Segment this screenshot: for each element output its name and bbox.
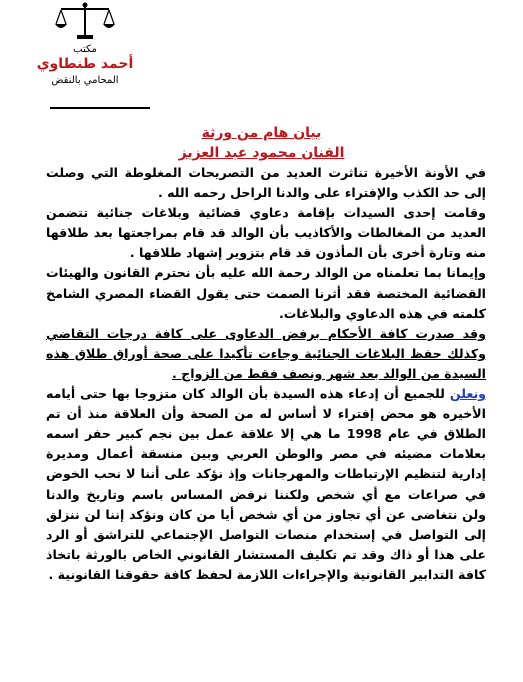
statement-body [46, 163, 486, 585]
lawyer-role: المحامي بالنقض [51, 75, 119, 86]
office-label: مكتب [73, 44, 97, 55]
scales-of-justice-icon [55, 2, 115, 40]
lawyer-name: أحمد طنطاوي [36, 56, 134, 72]
letterhead [30, 0, 140, 86]
paragraph-4: وقد صدرت كافة الأحكام برفض الدعاوى على كافة درجات التقاضي وكذلك حفظ البلاغات الجنائية وجاءت تأكيدا على صحة أوراق طلاق هذه السيدة من الوالد بعد شهر ونصف فقط من الزواج . [46, 325, 486, 381]
letterhead-divider [50, 107, 150, 109]
paragraph-1: في الأونة الأخيرة تناثرت العديد من التصريحات المغلوطة التي وصلت إلى حد الكذب والإفتراء على والدنا الراحل رحمه الله . [46, 165, 486, 201]
paragraph-5-text: للجميع أن إدعاء هذه السيدة بأن الوالد كان متزوجا بها حتى أيامه الأخيره هو محض إفتراء لا أساس له من الصحة وأن العلاقة منذ أن تم الطلاق في عام 1998 ما هي إلا علاقة عمل بين نجم كبير حفر اسمه بعلامات مضيئه في مصر والوطن العربي وبين منسقة أعمال ومديرة إدارية لتنظيم الإرتباطات والمهرجانات وإذ نؤكد على أننا لا نحب الخوض في صراعات مع أي شخص ولكننا نرفض المساس باسم وتاريخ والدنا ولن نتغاضى عن أي تجاوز من أي شخص أيا من كان ونؤكد إننا لن ننزلق إلى التواصل في إستخدام منصات التواصل الإجتماعي للتراشق أو الرد على هذا أو ذاك وقد تم تكليف المستشار القانوني الخاص بالورثة باتخاذ كافة التدابير القانونية والإجراءات اللازمة لحفظ كافة حقوقنا القانونية . [46, 386, 486, 582]
paragraph-5 [46, 384, 486, 585]
paragraph-2: وقامت إحدى السيدات بإقامة دعاوي قضائية وبلاغات جنائية تتضمن العديد من المغالطات والأكاذيب بأن الوالد قد قام بمراجعتها بعد طلاقها منه وتارة أخرى بأن المأذون قد قام بتزوير إشهاد طلاقها . [46, 205, 486, 261]
statement-subtitle: الفنان محمود عبد العزيز [178, 145, 345, 161]
statement-title: بيان هام من ورثة [201, 125, 322, 141]
announce-keyword: ونعلن [449, 386, 486, 402]
paragraph-3: وإيمانا بما تعلمناه من الوالد رحمة الله عليه بأن نحترم القانون والهيئات القضائية المختصة فقد أثرنا الصمت حتى يقول القضاء المصري الشامخ كلمته في هذه الدعاوي والبلاغات. [46, 265, 486, 321]
